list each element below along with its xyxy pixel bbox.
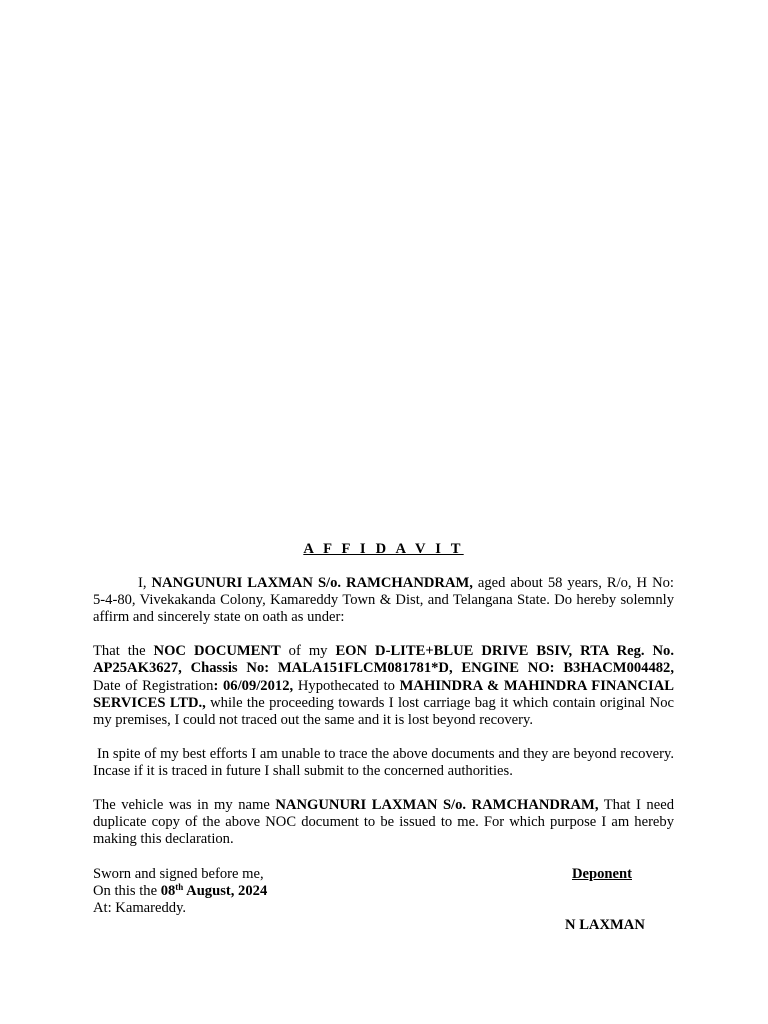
- deponent-signature-name: N LAXMAN: [565, 916, 645, 933]
- deponent-label: Deponent: [572, 865, 632, 882]
- noc-text-a: That the: [93, 643, 154, 660]
- noc-text-g: Hypothecated to: [293, 677, 400, 694]
- date-month-year: August, 2024: [183, 882, 268, 899]
- noc-text-i: while the proceeding towards I lost carriage bag it which contain original Noc my premises, I could not traced out the same and it is lost beyond recovery.: [93, 694, 674, 728]
- affidavit-document: [93, 541, 675, 933]
- declaration-paragraph: [93, 797, 674, 848]
- declaration-text-a: The vehicle was in my name: [93, 797, 276, 814]
- financier-name-bold: MAHINDRA & MAHINDRA FINANCIAL SERVICES LTD.,: [93, 677, 675, 711]
- declaration-name-bold: NANGUNURI LAXMAN S/o. RAMCHANDRAM,: [275, 797, 599, 814]
- deponent-name-bold: NANGUNURI LAXMAN S/o. RAMCHANDRAM,: [151, 575, 473, 591]
- noc-document-bold: NOC DOCUMENT: [153, 643, 281, 660]
- sworn-line: Sworn and signed before me,: [93, 865, 264, 882]
- date-line: [93, 883, 674, 900]
- intro-text-a: I,: [138, 575, 152, 591]
- efforts-paragraph: In spite of my best efforts I am unable to trace the above documents and they are beyond recovery. Incase if it is traced in future I shall submit to the concerned authorities.: [93, 745, 674, 780]
- noc-text-e: Date of Registration: [93, 677, 214, 694]
- intro-text-c: aged about 58 years, R/o, H No: 5-4-80, Vivekakanda Colony, Kamareddy Town & Dist, and Telangana State. Do hereby solemnly affirm and sincerely state on oath as under:: [93, 575, 674, 626]
- place-line: At: Kamareddy.: [93, 899, 187, 916]
- date-prefix: On this the: [93, 882, 161, 899]
- registration-date-bold: : 06/09/2012,: [213, 677, 294, 694]
- declaration-text-c: That I need duplicate copy of the above NOC document to be issued to me. For which purpose I am hereby making this declaration.: [93, 797, 674, 848]
- intro-paragraph: [93, 575, 674, 626]
- date-day-suffix: th: [175, 881, 184, 892]
- noc-text-c: of my: [280, 643, 336, 660]
- document-title: A F F I D A V I T: [303, 541, 464, 557]
- noc-paragraph: [93, 643, 674, 728]
- date-day: 08: [160, 882, 176, 899]
- vehicle-details-bold: EON D-LITE+BLUE DRIVE BSIV, RTA Reg. No. AP25AK3627, Chassis No: MALA151FLCM081781*D, ENGINE NO: B3HACM004482,: [93, 643, 674, 677]
- signature-block: [93, 865, 674, 933]
